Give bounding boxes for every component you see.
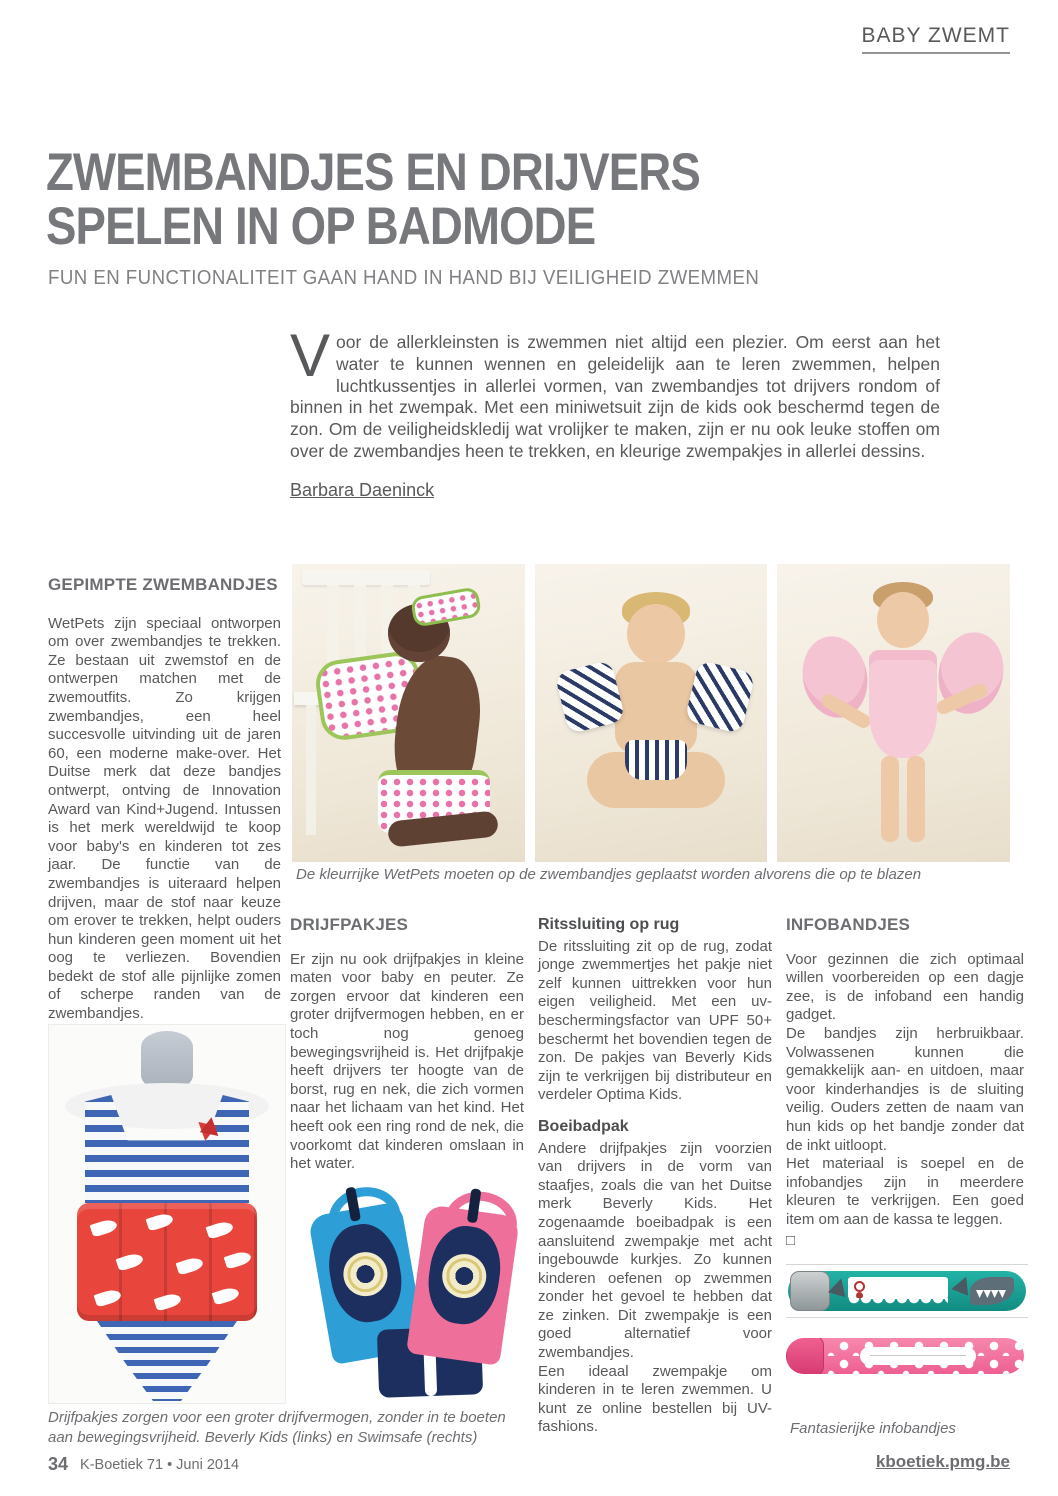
name-label-shape — [848, 1277, 948, 1299]
teal-infoband-shape — [788, 1271, 1026, 1311]
pink-swimsuit-shape — [869, 650, 937, 758]
page-title — [46, 143, 700, 256]
body-infobandjes-1: Voor gezinnen die zich optimaal willen voorbereiden op een dagje zee, is de infoband een handig gadget. — [786, 950, 1024, 1024]
subheading-ritssluiting: Ritssluiting op rug — [538, 916, 680, 933]
caption-photo-row: De kleurrijke WetPets moeten op de zwembandjes geplaatst worden alvorens die op te blazen — [296, 866, 922, 883]
dolphin-shape — [224, 1249, 253, 1269]
photo-infoband-flowers — [786, 1338, 1024, 1374]
band-clasp-shape — [786, 1338, 824, 1374]
dolphin-shape — [94, 1287, 123, 1307]
photo-float-swimsuit — [48, 1024, 286, 1404]
body-drijfpakjes: Er zijn nu ook drijfpakjes in kleine maten voor baby en peuter. Ze zorgen ervoor dat kinderen een groter drijfvermogen hebben, en er toch nog genoeg bewegingsvrijheid is. Het drijfpakje heeft drijvers ter hoogte van de borst, rug en nek, die zich vormen naar het lichaam van het kind. Het heeft ook een ring rond de nek, die voorkomt dat kinderen omslaan in het water. — [290, 950, 524, 1173]
column-ritssluiting — [538, 916, 772, 1437]
body-infobandjes-3: Het materiaal is soepel en de infobandjes zijn in meerdere kleuren te verkrijgen. Een goed item om aan de kassa te leggen. — [786, 1155, 1024, 1228]
column-gepimpte — [48, 576, 281, 1024]
heading-infobandjes: INFOBANDJES — [786, 915, 911, 934]
label-scallop-shape — [848, 1298, 948, 1305]
chair-leg-shape — [306, 705, 316, 835]
caption-infobandjes: Fantasierijke infobandjes — [790, 1420, 956, 1437]
photo-boy-armbands — [535, 564, 768, 862]
band-clasp-shape — [790, 1271, 830, 1311]
drop-cap: V — [290, 322, 331, 389]
author-byline: Barbara Daeninck — [290, 480, 435, 500]
girl-leg-shape — [881, 756, 899, 842]
dolphin-shape — [146, 1211, 175, 1231]
title-line-2: SPELEN IN OP BADMODE — [46, 197, 596, 256]
dolphin-shape — [206, 1219, 235, 1239]
girl-leg-shape — [907, 756, 925, 842]
boy-head-shape — [627, 604, 685, 664]
body-boeibadpak-2: Een ideaal zwempakje om kinderen in te leren zwemmen. U kunt ze online bestellen bij UV-fashions. — [538, 1362, 772, 1436]
dolphin-shape — [116, 1251, 145, 1271]
website-link[interactable]: kboetiek.pmg.be — [875, 1452, 1010, 1471]
subheading-boeibadpak: Boeibadpak — [538, 1117, 629, 1135]
shark-fin-shape — [828, 1276, 850, 1297]
dolphin-shape — [176, 1255, 205, 1275]
intro-text: oor de allerkleinsten is zwemmen niet altijd een plezier. Om eerst aan het water te kunnen wennen en geleidelijk aan te leren zwemmen, helpen luchtkussentjes in allerlei vormen, van zwembandjes tot drijvers rondom of binnen in het zwempak. Met een miniwetsuit zijn de kids ook beschermd tegen de zon. Om de veiligheidskledij wat vrolijker te maken, zijn er nu ook leuke stoffen om over de zwembandjes heen te trekken, en kleurige zwempakjes in allerlei dessins. — [290, 332, 940, 461]
body-ritssluiting: De ritssluiting zit op de rug, zodat jonge zwemmertjes het pakje niet zelf kunnen uittrekken voor hun eigen veiligheid. Met een uv-beschermingsfactor van UPF 50+ beschermt het bovendien tegen de zon. De pakjes van Beverly Kids zijn te verkrijgen bij distributeur en verdeler Optima Kids. — [538, 937, 772, 1104]
mannequin-neck-shape — [141, 1031, 193, 1091]
end-of-article-icon: □ — [786, 1231, 796, 1249]
pink-wetsuit-shape — [406, 1204, 520, 1366]
photo-baby-wetpets — [292, 564, 525, 862]
footer-issue-info — [48, 1454, 239, 1475]
photo-float-wetsuits — [298, 1178, 536, 1406]
striped-brief-shape — [625, 740, 687, 780]
page-subtitle: FUN EN FUNCTIONALITEIT GAAN HAND IN HAND BIJ VEILIGHEID ZWEMMEN — [48, 266, 760, 289]
pink-infoband-shape — [786, 1338, 1024, 1374]
photo-infoband-shark — [786, 1264, 1028, 1318]
column-infobandjes — [786, 916, 1024, 1250]
section-header: BABY ZWEMT — [862, 24, 1010, 54]
column-drijfpakjes — [290, 916, 524, 1174]
name-label-shape — [860, 1347, 976, 1365]
dolphin-shape — [212, 1285, 241, 1305]
photo-girl-pink — [777, 564, 1010, 862]
red-float-band-shape — [77, 1203, 257, 1321]
caption-drijfpakjes: Drijfpakjes zorgen voor een groter drijfvermogen, zonder in te boeten aan bewegingsvrijheid. Beverly Kids (links) en Swimsafe (rechts) — [48, 1409, 506, 1446]
page-number: 34 — [48, 1454, 69, 1474]
girl-head-shape — [877, 592, 929, 648]
body-gepimpte: WetPets zijn speciaal ontworpen om over zwembandjes te trekken. Ze bestaan uit zwemstof en de ontwerpen matchen met de zwemoutfits. Zo krijgen zwembandjes, een heel succesvolle uitvinding uit de jaren 60, een moderne make-over. Het Duitse merk dat deze bandjes ontwerpt, ontving de Innovation Award van Kind+Jugend. Intussen is het merk wereldwijd te koop voor baby's en kinderen tot zes jaar. De functie van de zwembandjes is uiteraard helpen drijven, maar de stof naar keuze om erover te trekken, helpt ouders hun kinderen geen moment uit het oog te verliezen. Bovendien bedekt de stof alle pijnlijke zomen of scherpe randen van de zwembandjes. — [48, 614, 281, 1023]
heading-gepimpte-zwembandjes: GEPIMPTE ZWEMBANDJES — [48, 575, 278, 594]
striped-suit-bottom-shape — [97, 1321, 237, 1401]
intro-paragraph — [290, 322, 940, 463]
dolphin-shape — [154, 1291, 183, 1311]
floral-headband-shape — [410, 586, 482, 627]
title-line-1: ZWEMBANDJES EN DRIJVERS — [46, 143, 700, 202]
chair-rail-shape — [302, 570, 430, 585]
body-infobandjes-2: De bandjes zijn herbruikbaar. Volwassenen kunnen die gemakkelijk aan- en uitdoen, maar voor kinderhandjes is de sluiting veilig. Ouders zetten de naam van hun kids op het bandje zonder dat de inkt uitloopt. — [786, 1024, 1024, 1154]
body-boeibadpak-1: Andere drijfpakjes zijn voorzien van drijvers in de vorm van staafjes, zoals die van het Duitse merk Beverly Kids. Het zogenaamde boeibadpak is een aansluitend zwempakje met acht ingebouwde kurkjes. Zo kunnen kinderen oefenen op zwemmen zonder het gevoel te hebben dat ze zinken. Dit zwempakje is een goed alternatief voor zwembandjes. — [538, 1139, 772, 1362]
issue-label: K-Boetiek 71 • Juni 2014 — [80, 1457, 240, 1473]
dolphin-shape — [90, 1217, 119, 1237]
photo-row — [292, 564, 1010, 862]
heading-drijfpakjes: DRIJFPAKJES — [290, 915, 409, 934]
